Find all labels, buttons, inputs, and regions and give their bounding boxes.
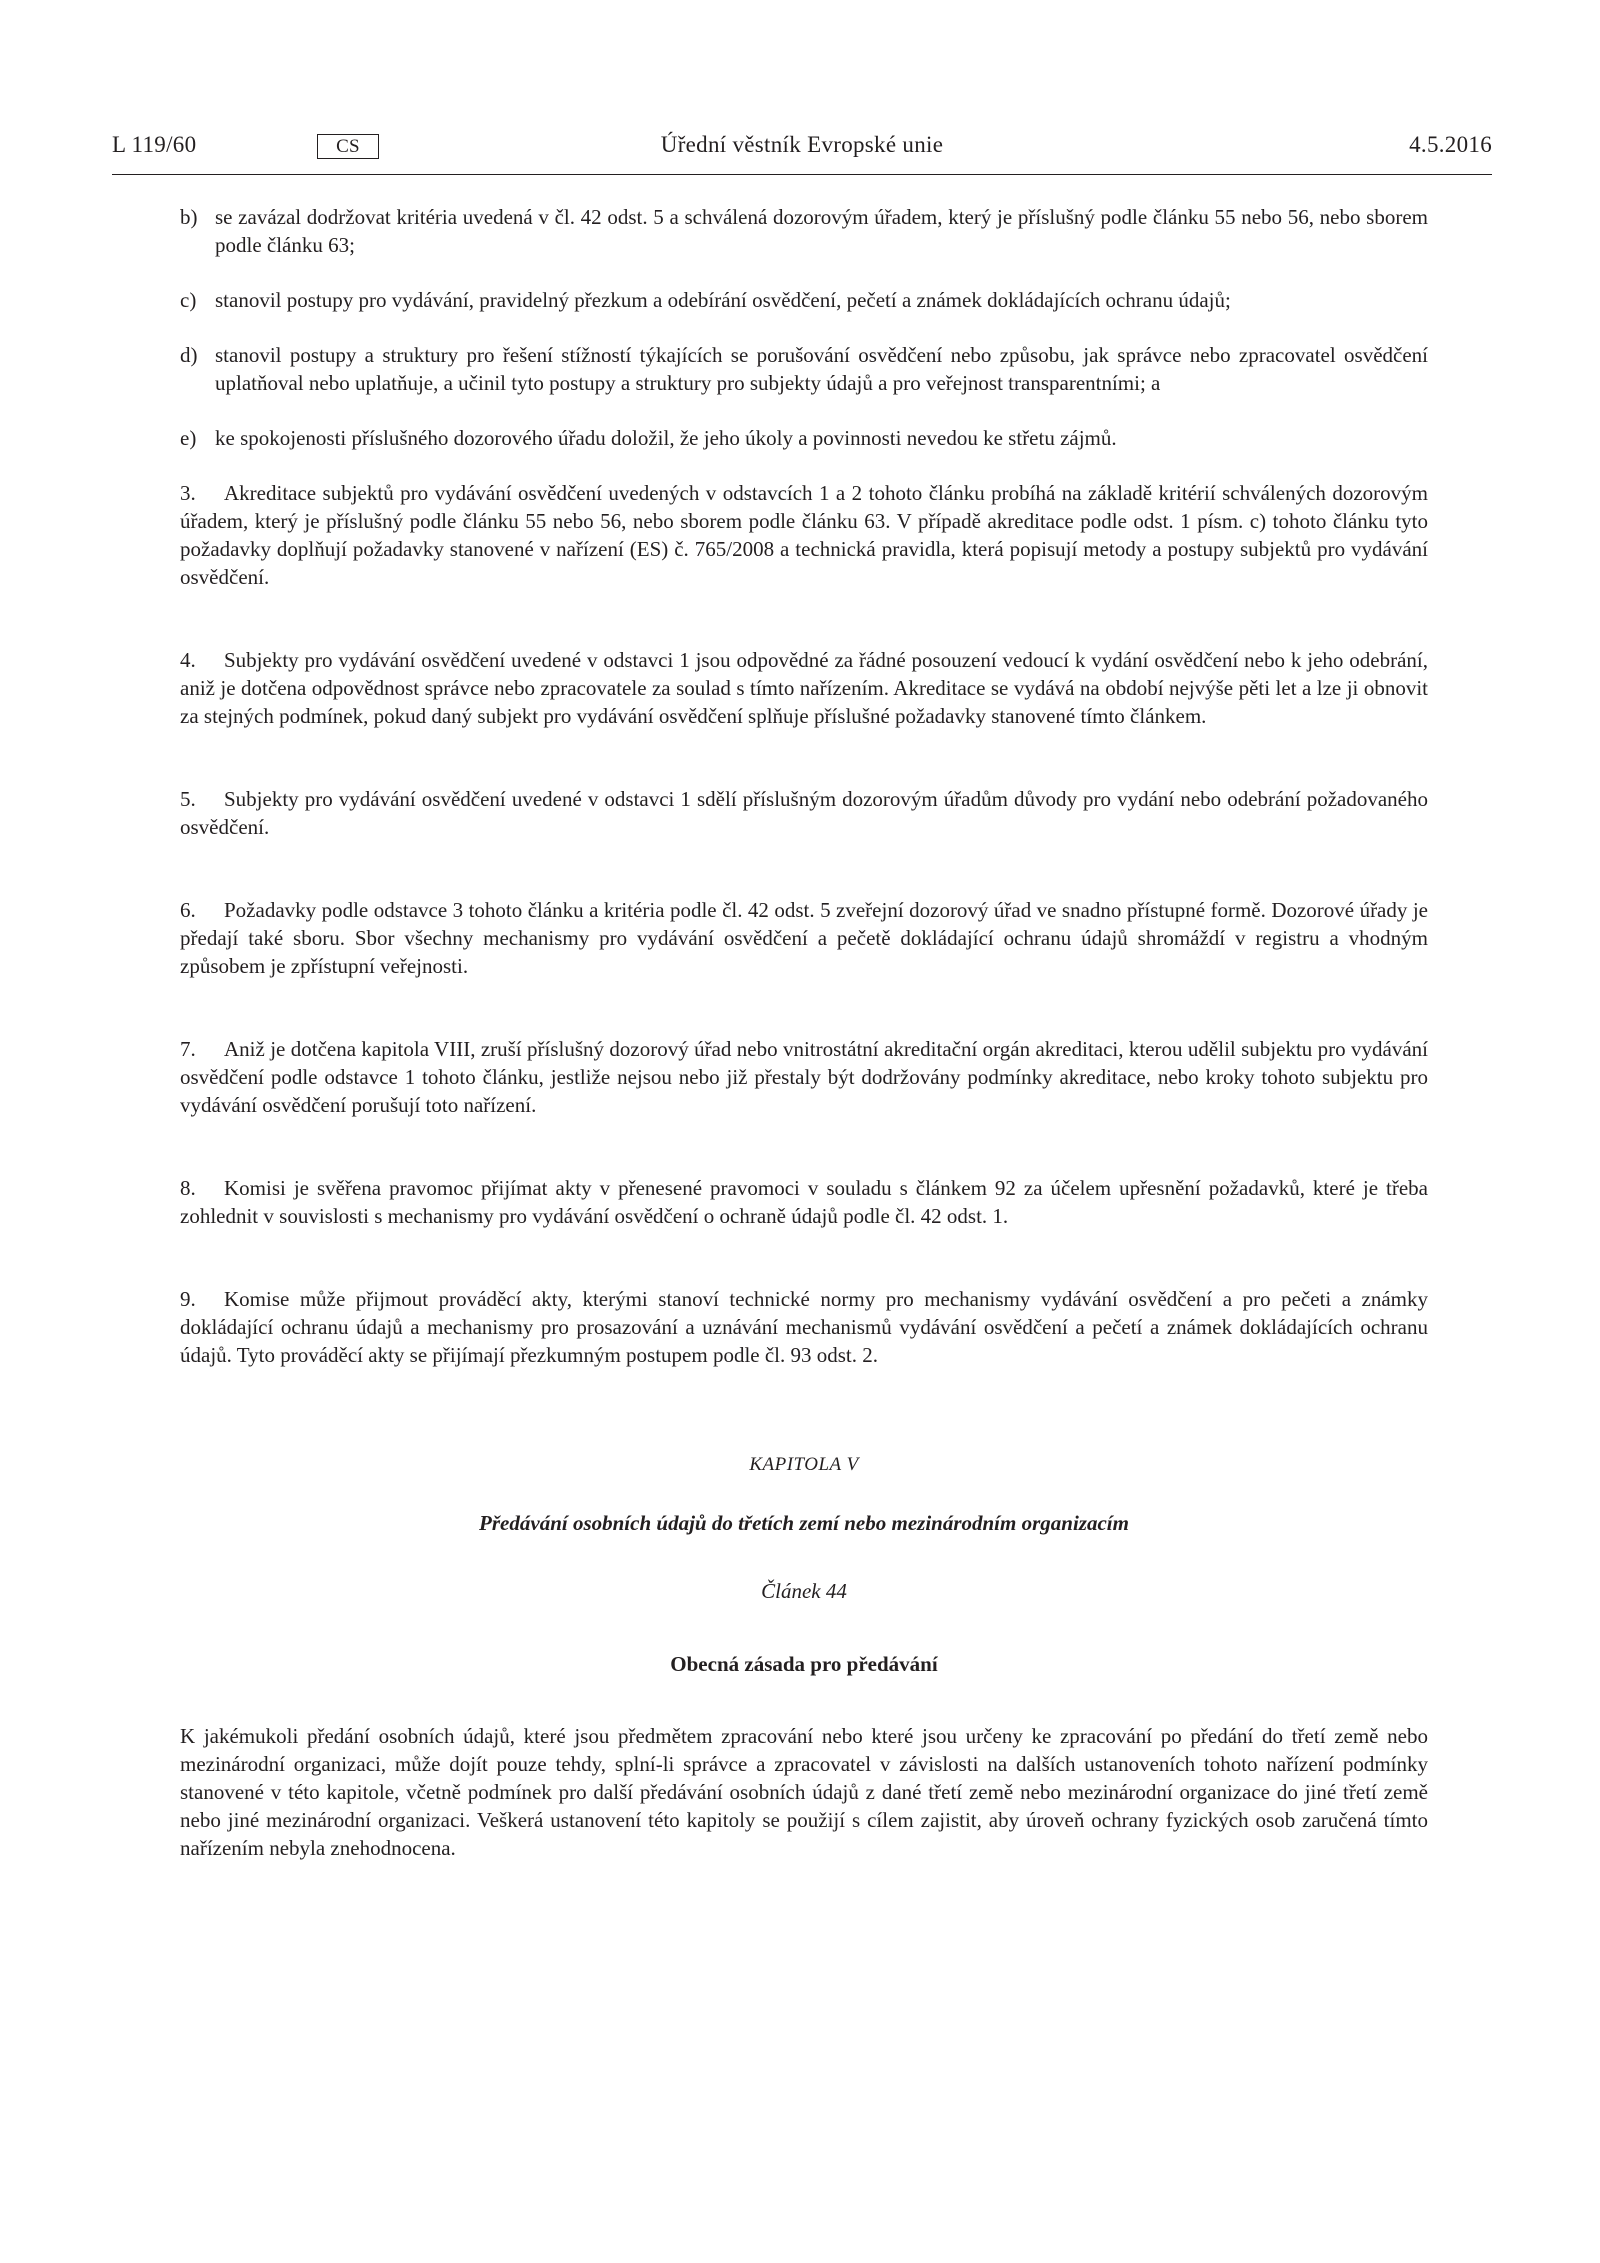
- list-item-label: c): [180, 288, 197, 312]
- paragraph-text: Subjekty pro vydávání osvědčení uvedené v odstavci 1 sdělí příslušným dozorovým úřadům důvody pro vydání nebo odebrání požadovaného osvědčení.: [180, 787, 1428, 839]
- article-label: Článek 44: [761, 1579, 847, 1603]
- list-item-label: b): [180, 205, 198, 229]
- paragraph: [180, 479, 1428, 591]
- paragraph-number: 6.: [180, 898, 196, 922]
- list-item-label: e): [180, 426, 197, 450]
- journal-title: Úřední věstník Evropské unie: [660, 132, 944, 157]
- language-code-box: CS: [317, 134, 379, 159]
- paragraph-text: Komisi je svěřena pravomoc přijímat akty v přenesené pravomoci v souladu s článkem 92 za účelem upřesnění požadavků, které je třeba zohlednit v souvislosti s mechanismy pro vydávání osvědčení o ochraně údajů podle čl. 42 odst. 1.: [180, 1176, 1428, 1228]
- list-item: [180, 286, 1428, 314]
- paragraph: [180, 1285, 1428, 1369]
- paragraph-number: 8.: [180, 1176, 196, 1200]
- list-item-label: d): [180, 343, 198, 367]
- paragraph: [180, 1174, 1428, 1230]
- paragraph: [180, 896, 1428, 980]
- paragraph-number: 9.: [180, 1287, 196, 1311]
- paragraph-text: Aniž je dotčena kapitola VIII, zruší příslušný dozorový úřad nebo vnitrostátní akreditační orgán akreditaci, kterou udělil subjektu pro vydávání osvědčení podle odstavce 1 tohoto článku, jestliže nejsou nebo již přestaly být dodržovány podmínky akreditace, nebo kroky tohoto subjektu pro vydávání osvědčení porušují toto nařízení.: [180, 1037, 1428, 1117]
- list-item-text: stanovil postupy a struktury pro řešení stížností týkajících se porušování osvědčení nebo způsobu, jak správce nebo zpracovatel osvědčení uplatňoval nebo uplatňuje, a učinil tyto postupy a struktury pro subjekty údajů a pro veřejnost transparentními; a: [215, 343, 1428, 395]
- chapter-title: Předávání osobních údajů do třetích zemí nebo mezinárodním organizacím: [479, 1511, 1129, 1535]
- paragraph-number: 3.: [180, 481, 196, 505]
- article-text: K jakémukoli předání osobních údajů, které jsou předmětem zpracování nebo které jsou určeny ke zpracování po předání do třetí země nebo mezinárodní organizaci, může dojít pouze tehdy, splní-li správce a zpracovatel v závislosti na dalších ustanoveních tohoto nařízení podmínky stanovené v této kapitole, včetně podmínek pro další předávání osobních údajů z dané třetí země nebo mezinárodní organizace do jiné třetí země nebo jiné mezinárodní organizaci. Veškerá ustanovení této kapitoly se použijí s cílem zajistit, aby úroveň ochrany fyzických osob zaručená tímto nařízením nebyla znehodnocena.: [180, 1724, 1428, 1860]
- chapter-label: KAPITOLA V: [749, 1454, 859, 1475]
- list-item-text: stanovil postupy pro vydávání, pravidelný přezkum a odebírání osvědčení, pečetí a známek dokládajících ochranu údajů;: [215, 288, 1231, 312]
- document-body: [180, 203, 1428, 1889]
- paragraph-text: Subjekty pro vydávání osvědčení uvedené v odstavci 1 jsou odpovědné za řádné posouzení vedoucí k vydání osvědčení nebo k jeho odebrání, aniž je dotčena odpovědnost správce nebo zpracovatele za soulad s tímto nařízením. Akreditace se vydává na období nejvýše pěti let a lze ji obnovit za stejných podmínek, pokud daný subjekt pro vydávání osvědčení splňuje příslušné požadavky stanovené tímto článkem.: [180, 648, 1428, 728]
- paragraph: [180, 785, 1428, 841]
- list-item: [180, 341, 1428, 397]
- paragraph-number: 5.: [180, 787, 196, 811]
- paragraph: [180, 646, 1428, 730]
- publication-date: 4.5.2016: [1409, 132, 1492, 157]
- page-header: [112, 132, 1492, 175]
- paragraph-text: Požadavky podle odstavce 3 tohoto článku a kritéria podle čl. 42 odst. 5 zveřejní dozorový úřad ve snadno přístupné formě. Dozorové úřady je předají také sboru. Sbor všechny mechanismy pro vydávání osvědčení a pečetě dokládající ochranu údajů shromáždí v registru a vhodným způsobem je zpřístupní veřejnosti.: [180, 898, 1428, 978]
- paragraph-number: 7.: [180, 1037, 196, 1061]
- article-title: Obecná zásada pro předávání: [670, 1652, 938, 1676]
- list-item-text: ke spokojenosti příslušného dozorového úřadu doložil, že jeho úkoly a povinnosti nevedou ke střetu zájmů.: [215, 426, 1117, 450]
- list-item: [180, 203, 1428, 259]
- paragraph-text: Akreditace subjektů pro vydávání osvědčení uvedených v odstavcích 1 a 2 tohoto článku probíhá na základě kritérií schválených dozorovým úřadem, který je příslušný podle článku 55 nebo 56, nebo sborem podle článku 63. V případě akreditace podle odst. 1 písm. c) tohoto článku tyto požadavky doplňují požadavky stanovené v nařízení (ES) č. 765/2008 a technická pravidla, která popisují metody a postupy subjektů pro vydávání osvědčení.: [180, 481, 1428, 589]
- list-item-text: se zavázal dodržovat kritéria uvedená v čl. 42 odst. 5 a schválená dozorovým úřadem, který je příslušný podle článku 55 nebo 56, nebo sborem podle článku 63;: [215, 205, 1428, 257]
- paragraph-number: 4.: [180, 648, 196, 672]
- paragraph-text: Komise může přijmout prováděcí akty, kterými stanoví technické normy pro mechanismy vydávání osvědčení a pro pečeti a známky dokládající ochranu údajů a mechanismy pro prosazování a uznávání mechanismů vydávání osvědčení a pečetí a známek dokládajících ochranu údajů. Tyto prováděcí akty se přijímají přezkumným postupem podle čl. 93 odst. 2.: [180, 1287, 1428, 1367]
- list-item: [180, 424, 1428, 452]
- paragraph: [180, 1035, 1428, 1119]
- journal-reference: L 119/60: [112, 132, 197, 157]
